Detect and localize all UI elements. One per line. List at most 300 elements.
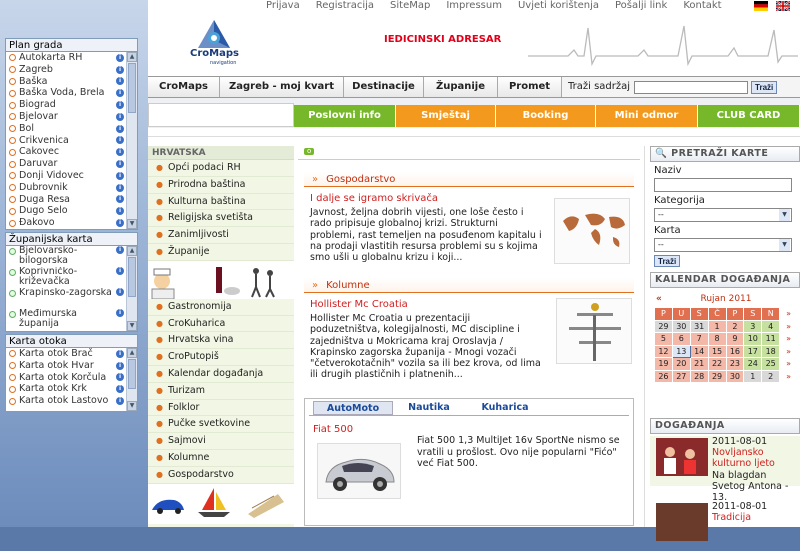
scroll-down-arrow-icon[interactable]: ▼ (127, 219, 137, 229)
zupanijska-karta-title: Županijska karta (6, 233, 137, 246)
info-icon[interactable]: i (116, 288, 124, 296)
nav-zupanije[interactable]: Županije (424, 77, 498, 97)
map-list-item-label: Dubrovnik (19, 181, 68, 193)
map-list-item-label: Bjelovar (19, 110, 58, 122)
info-icon[interactable]: i (116, 195, 124, 203)
calendar-day[interactable]: 28 (690, 370, 708, 383)
kolumne-heading-label: Kolumne (326, 280, 370, 291)
subnav-booking[interactable]: Booking (496, 105, 596, 127)
article-title-1[interactable]: I dalje se igramo skrivača (310, 193, 438, 204)
calendar-week-arrow[interactable]: » (780, 333, 798, 346)
secondary-navigation (294, 105, 800, 127)
bullet-icon: ● (156, 469, 163, 479)
calendar-day[interactable]: 2 (726, 320, 744, 333)
scroll-down-arrow-icon[interactable]: ▼ (127, 401, 137, 411)
auto-article-title[interactable]: Fiat 500 (313, 424, 354, 435)
bullet-icon: ● (156, 452, 163, 462)
info-icon[interactable]: i (116, 160, 124, 168)
calendar-day-header: U (672, 308, 690, 321)
info-icon[interactable]: i (116, 101, 124, 109)
event-date: 2011-08-01 (712, 436, 768, 447)
calendar-day[interactable]: 6 (672, 333, 690, 346)
nav-promet[interactable]: Promet (498, 77, 562, 97)
subnav-blank-box (148, 103, 294, 127)
search-label: Traži sadržaj (568, 81, 631, 92)
ecg-line-graphic (528, 20, 798, 70)
event-text: Na blagdan Svetog Antona - 13. (712, 470, 789, 503)
map-list-item[interactable] (6, 158, 137, 170)
hrvatska-menu-item[interactable] (148, 210, 294, 227)
map-list-item-label: Karta otok Korčula (19, 371, 107, 383)
hrvatska-menu-item-label: CroKuharica (167, 317, 226, 329)
magnifier-icon: 🔍 (655, 148, 668, 159)
topnav-link[interactable]: Prijava (266, 0, 300, 11)
bullet-icon: ● (156, 368, 163, 378)
calendar-day[interactable]: 12 (655, 345, 673, 358)
event-image[interactable] (656, 438, 708, 476)
hrvatska-menu-item-label: Hrvatska vina (167, 334, 234, 346)
nav-destinacije[interactable]: Destinacije (344, 77, 424, 97)
hrvatska-heading: HRVATSKA (148, 146, 294, 160)
info-icon[interactable]: i (116, 385, 124, 393)
hrvatska-menu-item-label: Kulturna baština (167, 195, 246, 207)
calendar-day[interactable]: 2 (762, 370, 780, 383)
scroll-thumb[interactable] (128, 359, 136, 389)
gastronomy-illustration (148, 261, 294, 299)
calendar-day[interactable]: 19 (655, 358, 673, 371)
logo-sub: navigation (210, 60, 237, 66)
hrvatska-menu-item[interactable] (148, 299, 294, 316)
calendar-day[interactable]: 7 (690, 333, 708, 346)
karta-otoka-title: Karta otoka (6, 335, 137, 348)
map-list-item[interactable] (6, 182, 137, 194)
calendar-day[interactable]: 17 (744, 345, 762, 358)
tab-nautika[interactable]: Nautika (408, 402, 450, 413)
calendar-day[interactable]: 29 (655, 320, 673, 333)
bullet-icon (9, 149, 16, 156)
scroll-up-arrow-icon[interactable]: ▲ (127, 52, 137, 62)
bullet-icon (9, 208, 16, 215)
hrvatska-menu-item-label: Kalendar događanja (167, 367, 264, 379)
calendar-day[interactable]: 8 (708, 333, 726, 346)
map-list-item[interactable] (6, 135, 137, 147)
map-list-item[interactable] (6, 309, 137, 330)
calendar-day[interactable]: 20 (672, 358, 690, 371)
info-icon[interactable]: i (116, 113, 124, 121)
bullet-icon (9, 90, 16, 97)
article-title-2[interactable]: Hollister Mc Croatia (310, 299, 408, 310)
bullet-icon (9, 54, 16, 61)
hrvatska-menu-item[interactable] (148, 383, 294, 400)
kolumne-heading[interactable] (304, 278, 634, 293)
bullet-icon (9, 386, 16, 393)
bullet-icon: ● (156, 318, 163, 328)
calendar-day-header: S (744, 308, 762, 321)
travel-illustration (148, 484, 294, 524)
scroll-up-arrow-icon[interactable]: ▲ (127, 246, 137, 256)
nav-cromaps[interactable]: CroMaps (148, 77, 220, 97)
calendar-week-arrow[interactable]: » (780, 345, 798, 358)
hrvatska-menu-item[interactable] (148, 316, 294, 333)
bullet-icon: ● (156, 402, 163, 412)
hrvatska-menu-item-label: Županije (167, 245, 210, 257)
divider (148, 136, 800, 137)
hrvatska-menu-item-label: Opći podaci RH (167, 162, 241, 173)
scroll-thumb[interactable] (128, 63, 136, 113)
hrvatska-menu-item[interactable] (148, 244, 294, 261)
hrvatska-menu-item[interactable] (148, 400, 294, 417)
pretrazi-karte-heading (650, 146, 800, 162)
article-text-1: Javnost, željna dobrih vijesti, one loše često i rado pripisuje globalnoj krizi. Strukturni problemi, rast temeljen na posuđenom kapitalu i na prodaji vlastitih resursa problemi su s kojima smo ušli u globalnu krizu i koji... (310, 207, 542, 264)
info-icon[interactable]: i (116, 246, 124, 254)
map-list-item-label: Daruvar (19, 158, 58, 170)
bullet-icon (9, 78, 16, 85)
bullet-icon (9, 184, 16, 191)
left-column-menu (148, 146, 294, 527)
karta-select[interactable]: -- ▼ (654, 238, 792, 252)
pretrazi-karte-title: PRETRAŽI KARTE (671, 148, 769, 159)
list-scrollbar[interactable] (126, 246, 137, 331)
info-icon[interactable]: i (116, 172, 124, 180)
calendar-day[interactable]: 4 (762, 320, 780, 333)
gospodarstvo-section (304, 172, 634, 282)
calendar-day-header: P (726, 308, 744, 321)
map-list-item[interactable] (6, 360, 137, 372)
map-list-item[interactable] (6, 76, 137, 88)
column-divider (644, 146, 645, 527)
map-list-item[interactable] (6, 194, 137, 206)
dogadanja-heading: DOGAĐANJA (650, 418, 800, 434)
bullet-icon: ● (156, 335, 163, 345)
bullet-icon: ● (156, 436, 163, 446)
bullet-icon (9, 172, 16, 179)
bullet-icon (9, 248, 16, 255)
map-list-item[interactable] (6, 99, 137, 111)
info-icon[interactable]: i (116, 207, 124, 215)
hrvatska-menu-item-label: Kolumne (167, 451, 210, 463)
event-item[interactable] (650, 501, 800, 551)
hrvatska-menu-item[interactable] (148, 160, 294, 177)
map-list-item[interactable] (6, 383, 137, 395)
bullet-icon (9, 398, 16, 405)
calendar-day[interactable]: 18 (762, 345, 780, 358)
topnav-link[interactable]: Pošalji link (614, 0, 668, 11)
hrvatska-menu-item[interactable] (148, 177, 294, 194)
event-title[interactable]: Tradicija (712, 512, 752, 523)
banner-text[interactable]: IEDICINSKI ADRESAR (384, 34, 502, 45)
hrvatska-menu-item-label: Gastronomija (167, 300, 232, 312)
main-page (148, 0, 800, 527)
nav-zagreb-moj-kvart[interactable]: Zagreb - moj kvart (220, 77, 344, 97)
info-icon[interactable]: i (116, 397, 124, 405)
hrvatska-menu-item-label: Gospodarstvo (167, 468, 234, 480)
subnav-smjestaj[interactable]: Smještaj (396, 105, 496, 127)
center-content (298, 146, 640, 527)
search-button[interactable]: Traži (751, 81, 777, 94)
arrow-icon: » (312, 280, 319, 291)
hrvatska-menu-item[interactable] (148, 227, 294, 244)
english-flag-icon[interactable] (776, 1, 790, 11)
center-tab-strip (298, 146, 640, 160)
bullet-icon (9, 362, 16, 369)
hrvatska-menu-item[interactable] (148, 349, 294, 366)
calendar-grid (654, 307, 798, 383)
scroll-down-arrow-icon[interactable]: ▼ (127, 321, 137, 331)
bullet-icon: ● (156, 246, 163, 256)
map-list-item[interactable] (6, 372, 137, 384)
map-list-item[interactable] (6, 111, 137, 123)
calendar-day[interactable]: 29 (708, 370, 726, 383)
bullet-icon (9, 290, 16, 297)
calendar-day[interactable]: 3 (744, 320, 762, 333)
event-image[interactable] (656, 503, 708, 541)
map-list-item[interactable] (6, 64, 137, 76)
cromaps-logo[interactable] (184, 18, 254, 70)
bullet-icon: ● (156, 213, 163, 223)
info-icon[interactable]: i (116, 148, 124, 156)
hrvatska-menu-item[interactable] (148, 416, 294, 433)
map-list-item[interactable] (6, 217, 137, 229)
map-list-item[interactable] (6, 87, 137, 99)
calendar-day[interactable]: 1 (744, 370, 762, 383)
calendar-day[interactable]: 14 (690, 345, 708, 358)
map-list-item[interactable] (6, 205, 137, 217)
bullet-icon (9, 137, 16, 144)
info-icon[interactable]: i (116, 89, 124, 97)
map-list-item[interactable] (6, 267, 137, 288)
hrvatska-menu-item-label: Prirodna baština (167, 178, 246, 190)
karta-otoka-panel (5, 334, 138, 412)
calendar-week-arrow[interactable]: » (780, 358, 798, 371)
plan-grada-list[interactable] (6, 52, 137, 229)
event-item[interactable] (650, 436, 800, 503)
info-icon[interactable]: i (116, 136, 124, 144)
kolumne-section (304, 278, 634, 398)
map-list-item[interactable] (6, 246, 137, 267)
calendar-day-header: N (762, 308, 780, 321)
info-icon[interactable]: i (116, 267, 124, 275)
map-list-item-label: Krapinsko-zagorska (19, 288, 112, 298)
calendar-day[interactable]: 9 (726, 333, 744, 346)
bullet-icon (9, 269, 16, 276)
map-list-item-label: Zagreb (19, 63, 53, 75)
info-icon[interactable]: i (116, 184, 124, 192)
calendar-day[interactable]: 30 (726, 370, 744, 383)
bullet-icon: ● (156, 163, 163, 172)
world-map-image[interactable] (554, 198, 630, 264)
hrvatska-menu-item-label: Sajmovi (167, 435, 206, 447)
calendar-day-header: Č (708, 308, 726, 321)
list-scrollbar[interactable] (126, 52, 137, 229)
hrvatska-menu-item[interactable] (148, 467, 294, 484)
hrvatska-menu-item[interactable] (148, 450, 294, 467)
gospodarstvo-heading[interactable] (304, 172, 634, 187)
calendar-day[interactable]: 24 (744, 358, 762, 371)
info-icon[interactable]: i (116, 125, 124, 133)
search-input[interactable] (634, 81, 748, 94)
map-list-item[interactable] (6, 288, 137, 309)
plan-grada-panel (5, 38, 138, 230)
calendar-prev-button[interactable]: « (656, 294, 662, 304)
bullet-icon (9, 125, 16, 132)
map-list-item[interactable] (6, 123, 137, 135)
hrvatska-menu-item[interactable] (148, 332, 294, 349)
hrvatska-menu-item-label: Religijska svetišta (167, 212, 253, 224)
logo-name: CroMaps (190, 48, 239, 59)
list-scrollbar[interactable] (126, 348, 137, 411)
info-icon[interactable]: i (116, 309, 124, 317)
bullet-icon: ● (156, 196, 163, 206)
info-icon[interactable]: i (116, 66, 124, 74)
bullet-icon: ● (156, 385, 163, 395)
subnav-poslovni-info[interactable]: Poslovni info (294, 105, 396, 127)
bullet-icon (9, 196, 16, 203)
map-list-item-label: Karta otok Brač (19, 348, 93, 359)
map-list-item[interactable] (6, 348, 137, 360)
calendar-day[interactable]: 13 (672, 345, 690, 358)
map-list-item[interactable] (6, 146, 137, 158)
calendar-day[interactable]: 15 (708, 345, 726, 358)
bullet-icon (9, 374, 16, 381)
bullet-icon (9, 220, 16, 227)
hrvatska-menu-bottom (148, 299, 294, 484)
calendar-day[interactable]: 31 (690, 320, 708, 333)
bullet-icon (9, 66, 16, 73)
german-flag-icon[interactable] (754, 1, 768, 11)
gospodarstvo-heading-label: Gospodarstvo (326, 174, 396, 185)
event-title[interactable]: Novljansko kulturno ljeto (712, 447, 775, 469)
calendar-day-header: P (655, 308, 673, 321)
calendar-week-arrow[interactable]: » (780, 370, 798, 383)
map-list-item-label: Dugo Selo (19, 205, 68, 217)
topnav-link[interactable]: Impressum (446, 0, 502, 11)
calendar-week-arrow[interactable]: » (780, 320, 798, 333)
map-list-item-label: Bol (19, 122, 34, 134)
bullet-icon: ● (156, 230, 163, 240)
bullet-icon (9, 350, 16, 357)
map-list-item-label: Biograd (19, 99, 56, 111)
hrvatska-menu-item[interactable] (148, 194, 294, 211)
bullet-icon: ● (156, 301, 163, 311)
bullet-icon: ● (156, 352, 163, 362)
info-icon[interactable]: i (116, 373, 124, 381)
bullet-icon: ● (156, 419, 163, 429)
tab-automoto[interactable]: AutoMoto (313, 401, 393, 415)
automoto-tab-box (304, 398, 634, 526)
calendar-day[interactable]: 23 (726, 358, 744, 371)
zupanijska-karta-list[interactable] (6, 246, 137, 331)
map-list-item-label: Autokarta RH (19, 52, 83, 63)
tab-kuharica[interactable]: Kuharica (481, 402, 529, 413)
event-date: 2011-08-01 (712, 501, 768, 512)
map-list-item-label: Čakovec (19, 146, 60, 158)
karte-search-button[interactable]: Traži (654, 255, 680, 267)
calendar-day[interactable]: 27 (672, 370, 690, 383)
hrvatska-menu-item-label: Folklor (167, 401, 200, 413)
map-list-item-label: Baška (19, 75, 48, 87)
map-list-item-label: Karta otok Lastovo (19, 395, 109, 407)
map-list-item-label: Karta otok Hvar (19, 359, 94, 371)
map-list-item-label: Duga Resa (19, 193, 70, 205)
fiat-500-image[interactable] (317, 443, 401, 499)
balance-figure-image[interactable] (556, 298, 632, 364)
calendar-day[interactable]: 21 (690, 358, 708, 371)
hrvatska-menu-top (148, 160, 294, 261)
subnav-club-card[interactable]: CLUB CARD (698, 105, 800, 127)
center-tab-marker[interactable]: o (304, 148, 314, 155)
topnav-link[interactable]: SiteMap (390, 0, 431, 11)
map-list-item[interactable] (6, 52, 137, 64)
info-icon[interactable]: i (116, 54, 124, 62)
kategorija-label: Kategorija (654, 195, 705, 206)
calendar-month-row (654, 292, 798, 306)
map-list-item[interactable] (6, 395, 137, 407)
top-navigation (266, 0, 738, 12)
calendar-day[interactable]: 25 (762, 358, 780, 371)
topnav-link[interactable]: Kontakt (683, 0, 722, 11)
naziv-input[interactable] (654, 178, 792, 192)
hrvatska-menu-item-label: Pučke svetkovine (167, 418, 251, 430)
kalendar-heading: KALENDAR DOGAĐANJA (650, 272, 800, 288)
bullet-icon (9, 102, 16, 109)
right-column (650, 146, 800, 527)
map-list-item[interactable] (6, 170, 137, 182)
kategorija-select[interactable]: -- ▼ (654, 208, 792, 222)
calendar-day[interactable]: 22 (708, 358, 726, 371)
info-icon[interactable]: i (116, 350, 124, 358)
hrvatska-menu-item-label: Zanimljivosti (167, 229, 229, 241)
subnav-mini-odmor[interactable]: Mini odmor (596, 105, 698, 127)
zupanijska-karta-panel (5, 232, 138, 332)
bullet-icon (9, 161, 16, 168)
arrow-icon: » (312, 174, 319, 185)
calendar-day[interactable]: 26 (655, 370, 673, 383)
calendar-day[interactable]: 16 (726, 345, 744, 358)
plan-grada-title: Plan grada (6, 39, 137, 52)
calendar-day[interactable]: 1 (708, 320, 726, 333)
hrvatska-menu-item[interactable] (148, 433, 294, 450)
map-list-item-label: Đakovo (19, 217, 55, 229)
topnav-link[interactable]: Uvjeti korištenja (517, 0, 599, 11)
info-icon[interactable]: i (116, 362, 124, 370)
map-list-item-label: Koprivničko-križevačka (19, 267, 78, 287)
map-list-item-label: Bjelovarsko-bilogorska (19, 246, 78, 266)
karta-otoka-list[interactable] (6, 348, 137, 411)
topnav-link[interactable]: Registracija (315, 0, 375, 11)
map-list-item-label: Crikvenica (19, 134, 69, 146)
naziv-label: Naziv (654, 165, 682, 176)
hrvatska-menu-item[interactable] (148, 366, 294, 383)
hrvatska-menu-item-label: Turizam (167, 384, 205, 396)
calendar-day[interactable]: 11 (762, 333, 780, 346)
calendar-day[interactable]: 5 (655, 333, 673, 346)
auto-article-text: Fiat 500 1,3 MultiJet 16v SportNe nismo se vratili u prošlost. Ovo nije popularni "Fićo" već Fiat 500. (417, 435, 620, 469)
bullet-icon: ● (156, 179, 163, 189)
info-icon[interactable]: i (116, 219, 124, 227)
calendar-next-button[interactable]: » (780, 308, 798, 321)
info-icon[interactable]: i (116, 77, 124, 85)
calendar-month-label: Rujan 2011 (700, 294, 752, 304)
scroll-up-arrow-icon[interactable]: ▲ (127, 348, 137, 358)
calendar-day[interactable]: 30 (672, 320, 690, 333)
map-list-item-label: Baška Voda, Brela (19, 87, 105, 99)
map-list-item-label: Međimurska županija (19, 309, 77, 329)
karta-label: Karta (654, 225, 681, 236)
article-text-2: Hollister Mc Croatia u prezentaciji poduzetništva, kolegijalnosti, MC discipline i zajedništva u Mokricama kraj Oroslavja / Krapinsko zagorska županija - Mnogi vozači "četverokotačnih" vozila sa ili bez krova, od lima ili drugih plastičnih i platnenih... (310, 313, 541, 381)
map-list-item-label: Karta otok Krk (19, 383, 87, 395)
calendar-day[interactable]: 10 (744, 333, 762, 346)
scroll-thumb[interactable] (128, 257, 136, 297)
